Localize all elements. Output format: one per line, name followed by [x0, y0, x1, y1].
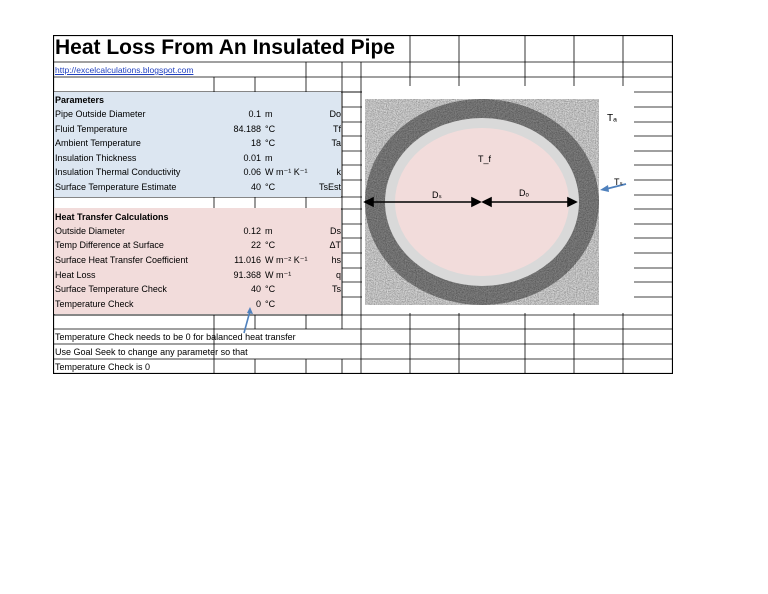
parameter-value[interactable]: 84.188	[233, 124, 261, 134]
parameter-label: Fluid Temperature	[55, 124, 128, 134]
calculation-symbol: q	[335, 270, 341, 280]
calculation-label: Heat Loss	[55, 270, 96, 280]
parameter-symbol: Do	[329, 109, 341, 119]
parameter-unit: m	[265, 153, 273, 163]
pipe-diagram	[362, 86, 634, 313]
parameter-label: Surface Temperature Estimate	[55, 182, 177, 192]
parameter-unit: °C	[265, 124, 276, 134]
calculation-label: Temperature Check	[55, 299, 134, 309]
parameter-label: Insulation Thermal Conductivity	[55, 167, 181, 177]
note-line: Use Goal Seek to change any parameter so that	[55, 347, 248, 357]
sheet-title: Heat Loss From An Insulated Pipe	[55, 36, 395, 59]
blog-link[interactable]: http://excelcalculations.blogspot.com	[55, 65, 194, 75]
calculation-value[interactable]: 91.368	[233, 270, 261, 280]
calculation-value[interactable]: 0	[255, 299, 261, 309]
outer-diameter-label: Dₛ	[432, 190, 442, 200]
calculation-value[interactable]: 40	[250, 284, 261, 294]
calculation-label: Surface Temperature Check	[55, 284, 167, 294]
parameter-symbol: k	[336, 167, 341, 177]
parameter-value[interactable]: 0.06	[243, 167, 261, 177]
calculation-symbol: Ds	[330, 226, 341, 236]
calculation-unit: °C	[265, 284, 276, 294]
note-line: Temperature Check needs to be 0 for balanced heat transfer	[55, 332, 296, 342]
parameter-unit: °C	[265, 138, 276, 148]
calculation-value[interactable]: 0.12	[243, 226, 261, 236]
parameter-label: Pipe Outside Diameter	[55, 109, 146, 119]
calculation-value[interactable]: 11.016	[234, 255, 261, 265]
surface-temp-label: Tₛ	[614, 177, 623, 187]
parameter-unit: m	[265, 109, 273, 119]
calculation-symbol: hs	[331, 255, 341, 265]
note-line: Temperature Check is 0	[55, 362, 151, 372]
calculation-symbol: ΔT	[329, 240, 341, 250]
parameter-value[interactable]: 40	[250, 182, 261, 192]
calculation-unit: m	[265, 226, 273, 236]
parameter-symbol: Tf	[333, 124, 341, 134]
calculation-unit: °C	[265, 299, 276, 309]
parameter-symbol: TsEst	[318, 182, 341, 192]
pipe-cross-section	[362, 86, 634, 313]
parameter-value[interactable]: 0.01	[243, 153, 261, 163]
calculation-label: Temp Difference at Surface	[55, 240, 164, 250]
spreadsheet	[53, 35, 673, 374]
calculation-symbol: Ts	[332, 284, 341, 294]
parameters-header: Parameters	[55, 95, 105, 105]
calculation-unit: W m⁻² K⁻¹	[265, 255, 308, 265]
calculation-label: Outside Diameter	[55, 226, 126, 236]
parameter-unit: °C	[265, 182, 276, 192]
calculation-unit: °C	[265, 240, 276, 250]
calculation-unit: W m⁻¹	[265, 270, 292, 280]
parameter-value[interactable]: 0.1	[248, 109, 261, 119]
parameter-value[interactable]: 18	[250, 138, 261, 148]
ambient-temp-label: Tₐ	[607, 113, 617, 124]
parameter-label: Insulation Thickness	[55, 153, 137, 163]
pipe-diameter-label: Dₒ	[519, 188, 529, 198]
calculations-header: Heat Transfer Calculations	[55, 212, 169, 222]
calculation-label: Surface Heat Transfer Coefficient	[55, 255, 188, 265]
calculation-value[interactable]: 22	[250, 240, 261, 250]
parameter-label: Ambient Temperature	[55, 138, 141, 148]
fluid-temp-label: T_f	[478, 154, 492, 164]
parameter-symbol: Ta	[331, 138, 341, 148]
parameter-unit: W m⁻¹ K⁻¹	[265, 167, 308, 177]
